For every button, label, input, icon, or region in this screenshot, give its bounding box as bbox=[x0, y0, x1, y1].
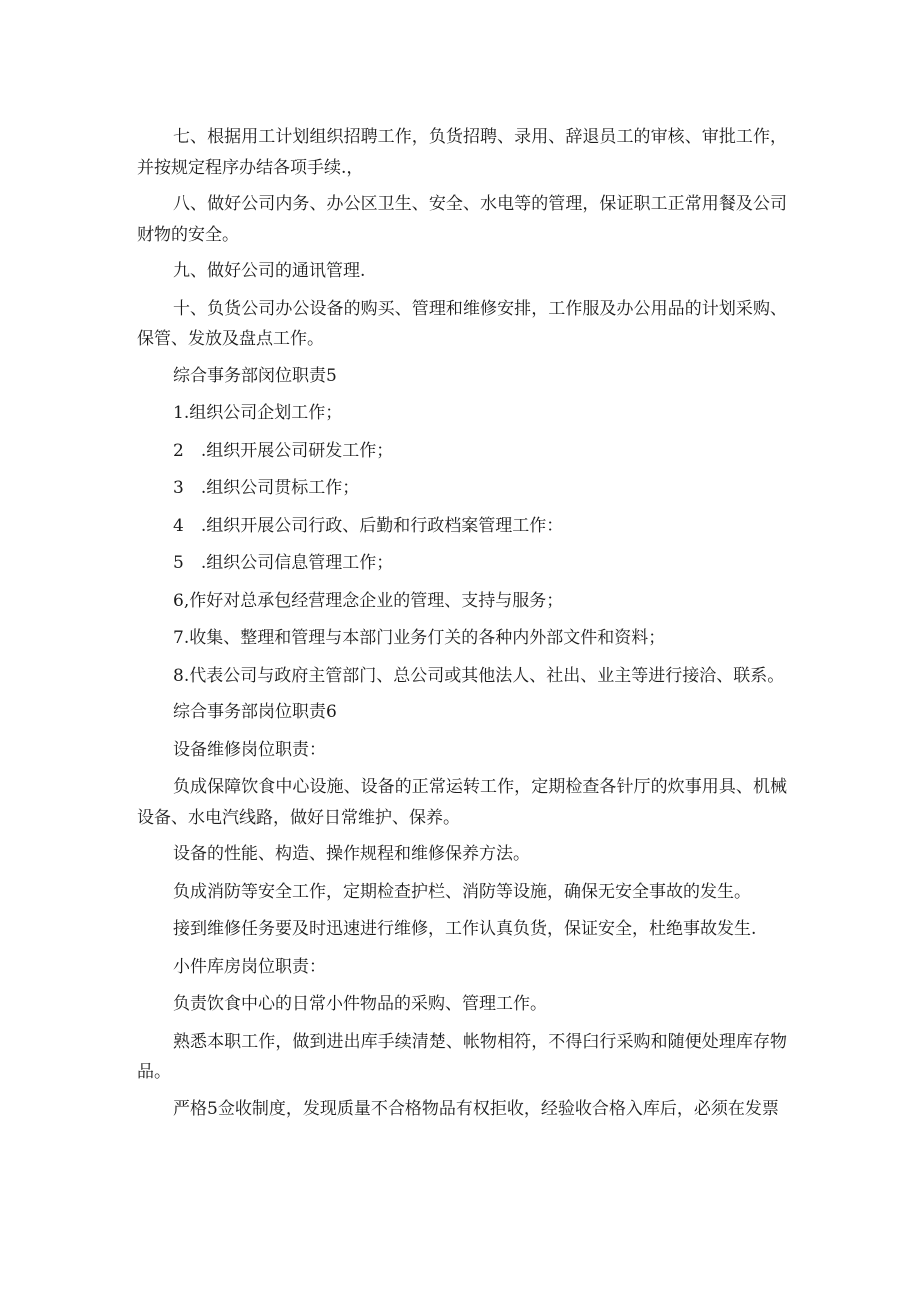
list-item-3: 3 .组织公司贯标工作； bbox=[173, 478, 360, 498]
list-item-1: 1.组织公司企划工作； bbox=[173, 403, 343, 423]
section-heading-duties-5: 综合事务部闵位职责5 bbox=[173, 365, 337, 386]
document-body bbox=[137, 122, 787, 1129]
list-item-7: 7.收集、整理和管理与本部门业务仃关的各种内外部文件和资料； bbox=[173, 628, 666, 648]
paragraph-9-communications: 九、做好公司的通讯管理. bbox=[173, 261, 366, 281]
list-item-6: 6,作好对总承包经营理念企业的管理、支持与服务； bbox=[173, 590, 564, 611]
paragraph-maintenance-1: 负成保障饮食中心设施、设备的正常运转工作，定期检查各针厅的炊事用具、机械设备、水电汽线路，做好日常维护、保养。 bbox=[137, 777, 787, 828]
subheading-storeroom-duties: 小件库房岗位职责： bbox=[173, 956, 326, 977]
paragraph-maintenance-2: 设备的性能、构造、操作规程和维修保养方法。 bbox=[173, 844, 530, 864]
paragraph-8-internal-affairs: 八、做好公司内务、办公区卫生、安全、水电等的管理，保证职工正常用餐及公司财物的安全。 bbox=[137, 194, 787, 245]
list-item-4: 4 .组织开展公司行政、后勤和行政档案管理工作： bbox=[173, 515, 564, 536]
paragraph-storeroom-2: 熟悉本职工作，做到进出库手续清楚、帐物相符，不得臼行采购和随便处理库存物品。 bbox=[137, 1031, 787, 1082]
list-item-2: 2 .组织开展公司研发工作； bbox=[173, 440, 394, 461]
subheading-maintenance-duties: 设备维修岗位职责： bbox=[173, 739, 326, 760]
list-item-5: 5 .组织公司信息管理工作； bbox=[173, 553, 394, 573]
list-item-8: 8.代表公司与政府主管部门、总公司或其他法人、社出、业主等进行接洽、联系。 bbox=[173, 665, 785, 686]
paragraph-maintenance-4: 接到维修任务要及时迅速进行维修，工作认真负货，保证安全，杜绝事故发生. bbox=[173, 919, 757, 939]
paragraph-maintenance-3: 负成消防等安全工作，定期检查护栏、消防等设施，确保无安全事故的发生。 bbox=[173, 881, 751, 902]
section-heading-duties-6: 综合事务部岗位职责6 bbox=[173, 702, 337, 722]
paragraph-storeroom-1: 负责饮食中心的日常小件物品的采购、管理工作。 bbox=[173, 994, 547, 1014]
paragraph-storeroom-3: 严格5佥收制度，发现质量不合格物品有权拒收，经验收合格入库后，必须在发票 bbox=[173, 1098, 779, 1119]
paragraph-7-recruitment: 七、根据用工计划组织招聘工作，负货招聘、录用、辞退员工的审核、审批工作，并按规定程序办结各项手续.， bbox=[137, 127, 787, 178]
paragraph-10-equipment-purchase: 十、负货公司办公设备的购买、管理和维修安排，工作服及办公用品的计划采购、保管、发放及盘点工作。 bbox=[137, 298, 787, 349]
